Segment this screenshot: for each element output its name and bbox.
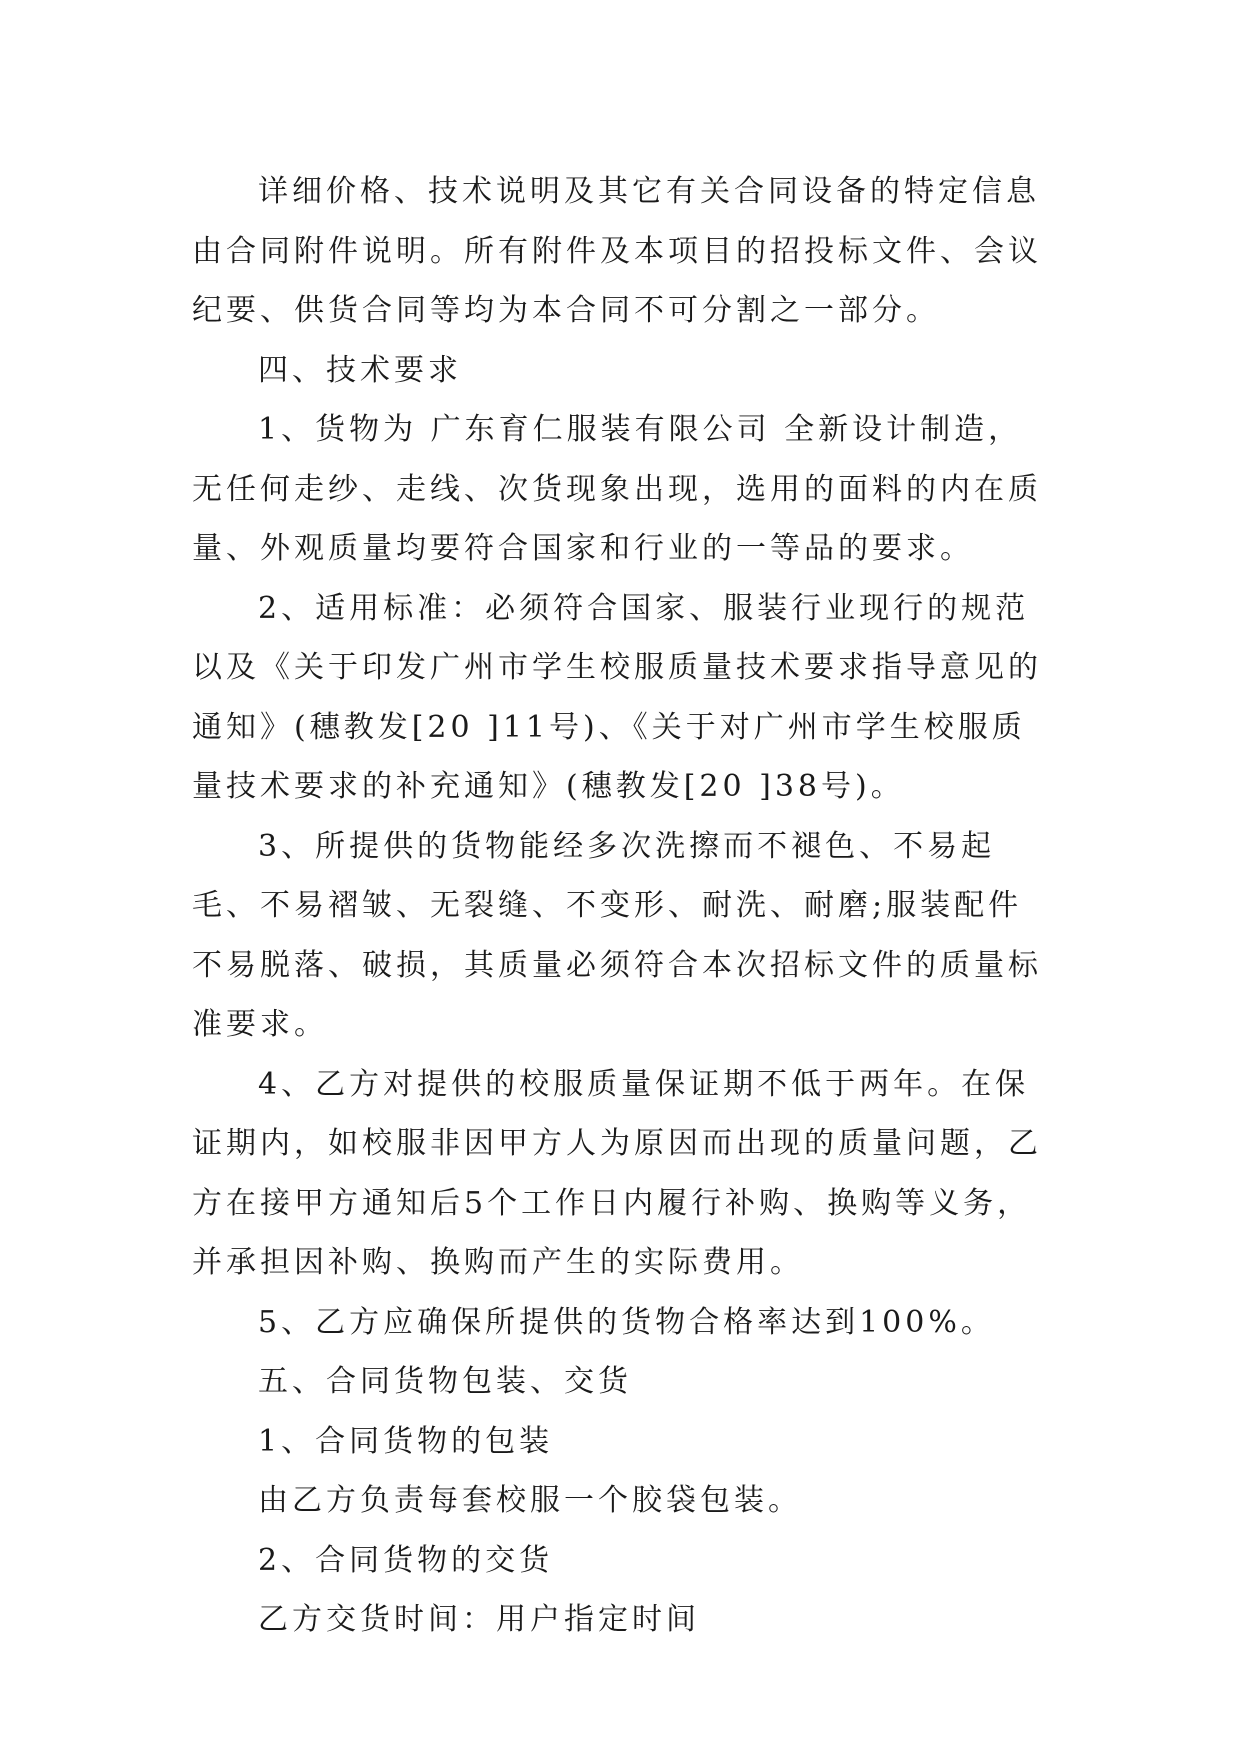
document-body xyxy=(192,162,1052,1650)
subheading-delivery: 2、合同货物的交货 xyxy=(258,1542,554,1578)
subheading-packaging: 1、合同货物的包装 xyxy=(258,1423,554,1459)
paragraph-requirement-4: 4、乙方对提供的校服质量保证期不低于两年。在保证期内，如校服非因甲方人为原因而出现的质量问题，乙方在接甲方通知后5个工作日内履行补购、换购等义务，并承担因补购、换购而产生的实际费用。 xyxy=(192,1066,1042,1280)
paragraph-requirement-2: 2、适用标准：必须符合国家、服装行业现行的规范以及《关于印发广州市学生校服质量技术要求指导意见的通知》(穗教发[20 ]11号)、《关于对广州市学生校服质量技术要求的补充通知》(穗教发[20 ]38号)。 xyxy=(192,590,1042,804)
paragraph-delivery-time: 乙方交货时间：用户指定时间 xyxy=(258,1602,700,1637)
paragraph-requirement-5: 5、乙方应确保所提供的货物合格率达到100%。 xyxy=(258,1304,995,1340)
section-heading-packaging-delivery: 五、合同货物包装、交货 xyxy=(258,1364,632,1399)
section-heading-technical-requirements: 四、技术要求 xyxy=(258,352,462,388)
paragraph-requirement-3: 3、所提供的货物能经多次洗擦而不褪色、不易起毛、不易褶皱、无裂缝、不变形、耐洗、耐磨;服装配件不易脱落、破损，其质量必须符合本次招标文件的质量标准要求。 xyxy=(192,828,1042,1042)
paragraph-contract-attachments: 详细价格、技术说明及其它有关合同设备的特定信息由合同附件说明。所有附件及本项目的招投标文件、会议纪要、供货合同等均为本合同不可分割之一部分。 xyxy=(192,174,1042,328)
paragraph-packaging: 由乙方负责每套校服一个胶袋包装。 xyxy=(258,1483,802,1518)
paragraph-requirement-1: 1、货物为 广东育仁服装有限公司 全新设计制造，无任何走纱、走线、次货现象出现，选用的面料的内在质量、外观质量均要符合国家和行业的一等品的要求。 xyxy=(192,412,1042,566)
